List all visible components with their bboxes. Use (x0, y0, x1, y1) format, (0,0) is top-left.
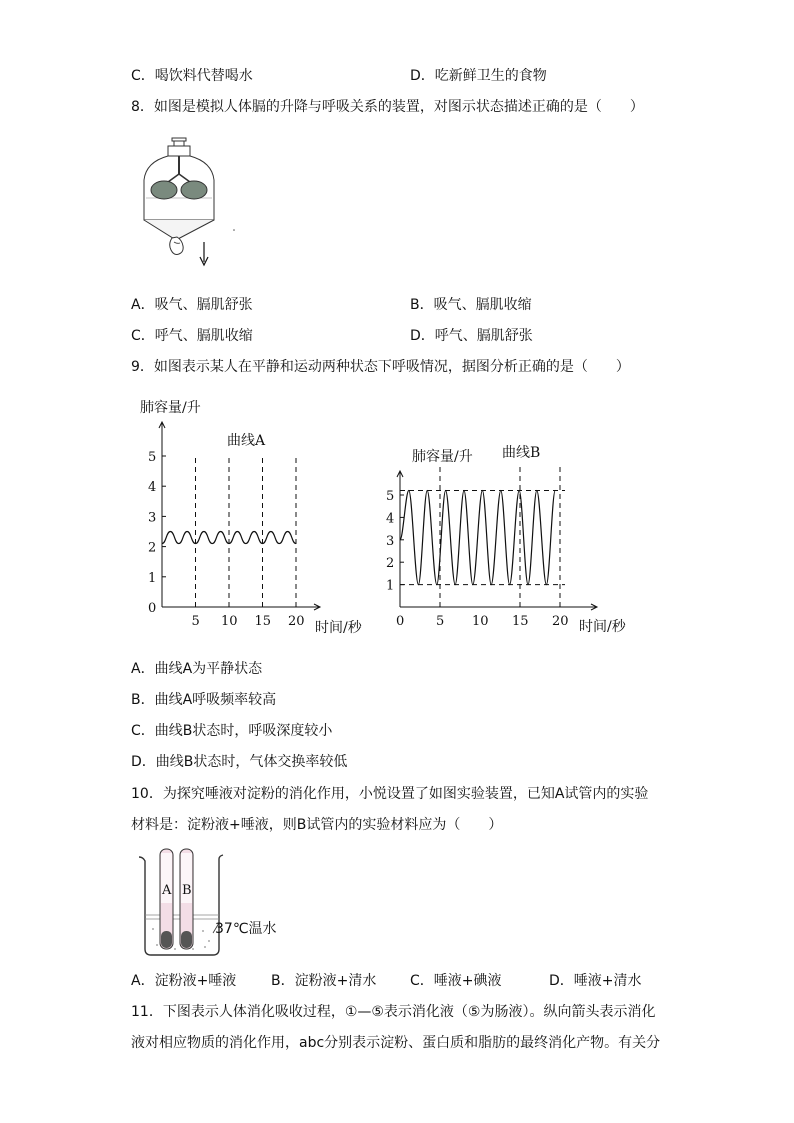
q7-option-c: C．喝饮料代替喝水 (131, 68, 253, 84)
chart-b-ytick-label: 2 (386, 556, 395, 572)
chart-a-ytick-label: 2 (148, 540, 157, 556)
chart-a-ytick-label: 3 (148, 510, 157, 526)
chart-a-title: 曲线A (227, 433, 266, 449)
chart-a-xtick-label: 20 (288, 614, 305, 629)
chart-a-ytick-label: 0 (148, 601, 157, 616)
q9-option-a: A．曲线A为平静状态 (131, 661, 263, 677)
bell-jar-diagram (138, 138, 238, 270)
q9-option-b: B．曲线A呼吸频率较高 (131, 692, 277, 708)
q9-option-c: C．曲线B状态时，呼吸深度较小 (131, 723, 333, 739)
chart-a-xlabel: 时间/秒 (315, 620, 362, 636)
chart-a-ylabel: 肺容量/升 (140, 400, 201, 416)
chart-b-series-line (400, 491, 555, 585)
q9-stem: 9．如图表示某人在平静和运动两种状态下呼吸情况，据图分析正确的是（ ） (131, 359, 630, 375)
q8-option-c: C．呼气、膈肌收缩 (131, 328, 253, 344)
chart-b-ytick-label: 4 (386, 511, 395, 527)
q8-option-a: A．吸气、膈肌舒张 (131, 297, 253, 313)
chart-b-ylabel: 肺容量/升 (412, 449, 473, 465)
chart-a-xtick-label: 10 (221, 614, 238, 629)
chart-a-ytick-label: 4 (148, 480, 157, 496)
tube-a-label: A (162, 883, 172, 898)
q11-stem-line2: 液对相应物质的消化作用，abc分别表示淀粉、蛋白质和脂肪的最终消化产物。有关分 (131, 1035, 661, 1051)
q8-option-b: B．吸气、膈肌收缩 (410, 297, 532, 313)
q9-option-d: D．曲线B状态时，气体交换率较低 (131, 754, 348, 770)
chart-b-xtick-label: 20 (552, 614, 569, 629)
chart-a-xtick-label: 5 (191, 614, 200, 629)
q10-stem-line2: 材料是：淀粉液+唾液，则B试管内的实验材料应为（ ） (131, 817, 503, 833)
q11-stem-line1: 11．下图表示人体消化吸收过程，①—⑤表示消化液（⑤为肠液）。纵向箭头表示消化 (131, 1004, 656, 1020)
chart-a-ytick-label: 5 (148, 450, 157, 465)
tube-b-label: B (182, 883, 192, 898)
q10-option-b: B．淀粉液+清水 (271, 973, 377, 989)
chart-a-xtick-label: 15 (254, 614, 272, 629)
chart-b-ytick-label: 5 (386, 489, 395, 504)
chart-b-ytick-label: 1 (386, 578, 395, 594)
q10-option-c: C．唾液+碘液 (410, 973, 502, 989)
chart-a-ytick-label: 1 (148, 570, 157, 586)
q8-stem: 8．如图是模拟人体膈的升降与呼吸关系的装置，对图示状态描述正确的是（ ） (131, 99, 644, 115)
warm-water-label: 37℃温水 (215, 921, 277, 937)
chart-b-xtick-label: 10 (472, 614, 489, 629)
breathing-chart-curve-a (130, 392, 362, 642)
chart-b-title: 曲线B (502, 445, 541, 461)
chart-b-xtick-label: 0 (396, 614, 405, 629)
q10-option-d: D．唾液+清水 (549, 973, 642, 989)
chart-b-xtick-label: 5 (436, 614, 445, 629)
breathing-chart-curve-b (380, 435, 640, 645)
chart-b-xlabel: 时间/秒 (579, 619, 626, 635)
chart-b-ytick-label: 3 (386, 533, 395, 549)
q10-option-a: A．淀粉液+唾液 (131, 973, 237, 989)
test-tube-beaker-diagram (135, 845, 285, 960)
chart-b-xtick-label: 15 (512, 614, 529, 629)
q8-option-d: D．呼气、膈肌舒张 (410, 328, 533, 344)
q10-stem-line1: 10．为探究唾液对淀粉的消化作用，小悦设置了如图实验装置，已知A试管内的实验 (131, 786, 649, 802)
q7-option-d: D．吃新鲜卫生的食物 (410, 68, 547, 84)
